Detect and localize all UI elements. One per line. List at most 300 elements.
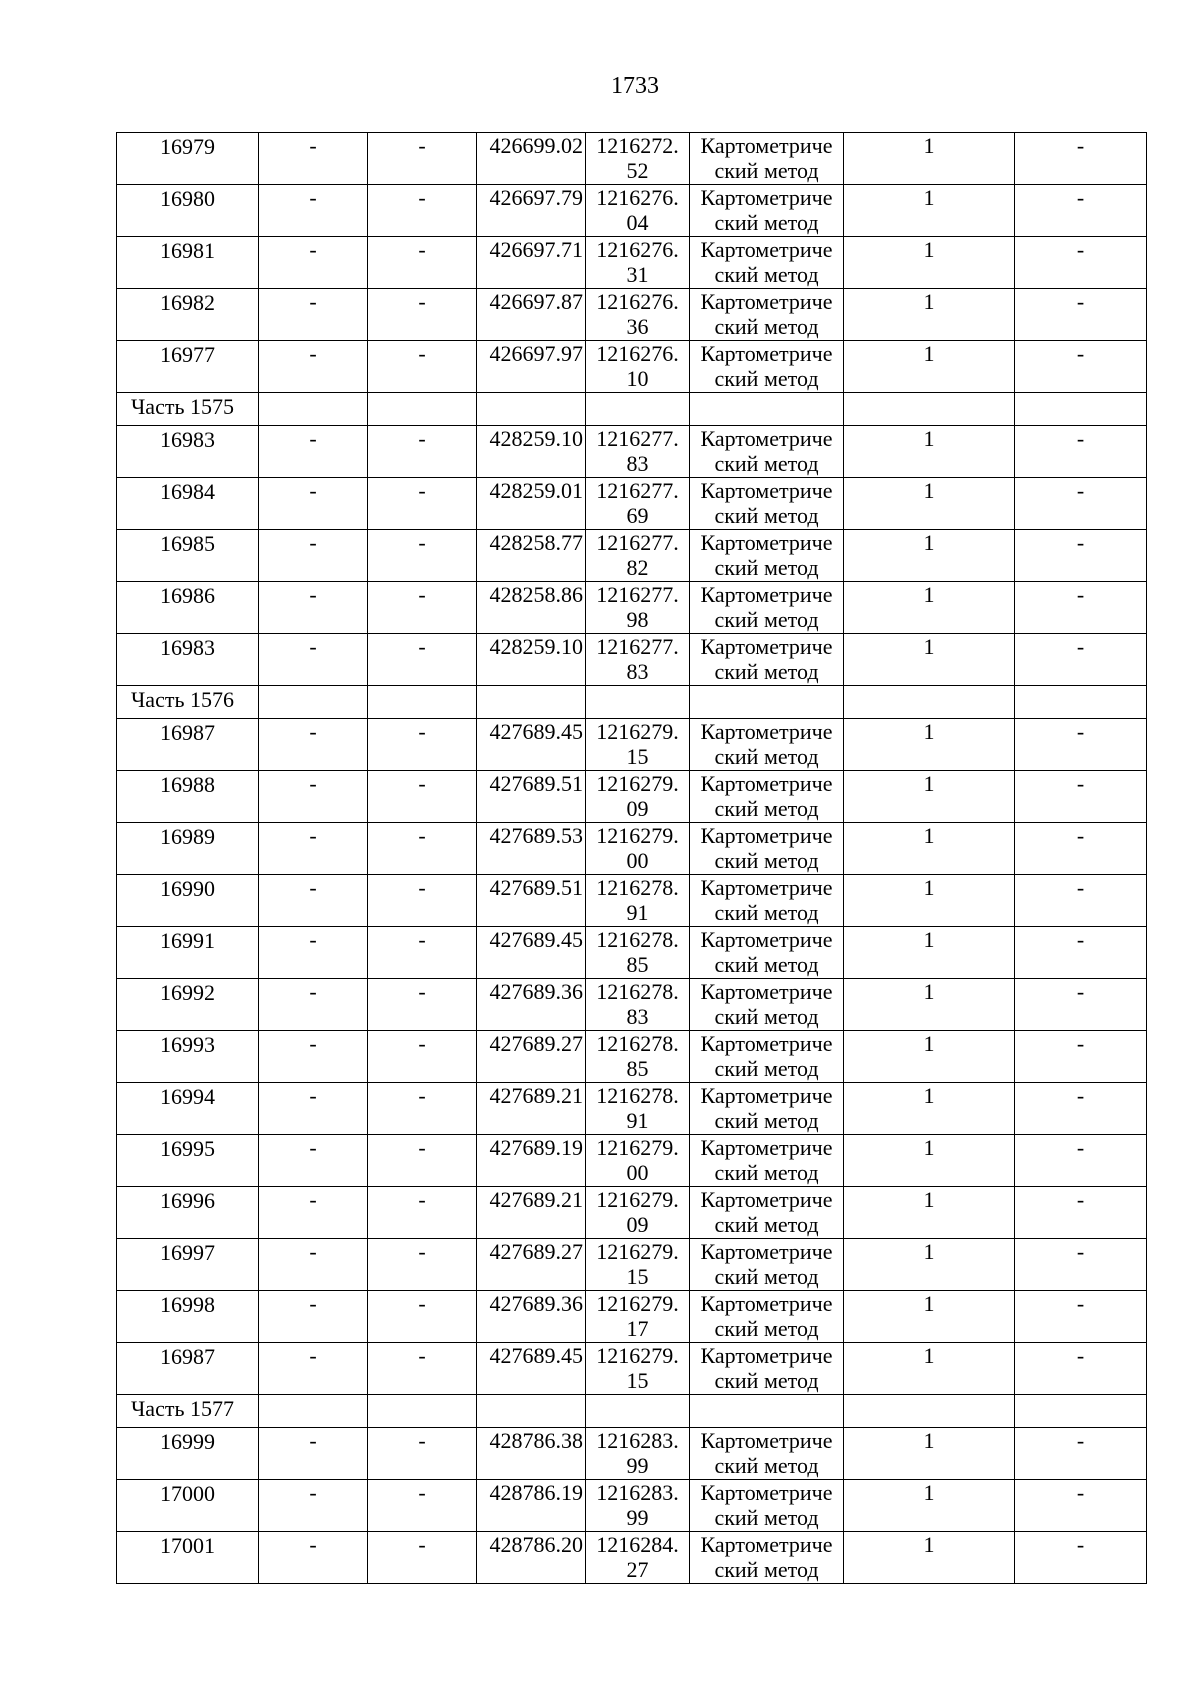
y-coordinate-line1: 1216272. — [596, 133, 679, 158]
y-coordinate-line1: 1216277. — [596, 530, 679, 555]
x-coordinate-cell: 427689.27 — [477, 1239, 586, 1291]
empty-cell — [844, 1395, 1015, 1428]
empty-cell — [368, 393, 477, 426]
dash-cell: - — [1015, 185, 1147, 237]
x-coordinate-cell: 427689.21 — [477, 1083, 586, 1135]
dash-cell: - — [259, 1428, 368, 1480]
dash-cell: - — [259, 530, 368, 582]
dash-cell: - — [368, 1031, 477, 1083]
y-coordinate-line1: 1216277. — [596, 582, 679, 607]
method-line2: ский метод — [714, 262, 819, 287]
y-coordinate-line2: 31 — [626, 262, 649, 287]
empty-cell — [477, 686, 586, 719]
table-row — [117, 1239, 1147, 1291]
y-coordinate-line1: 1216278. — [596, 1083, 679, 1108]
method-line1: Картометриче — [700, 1343, 833, 1368]
table-row — [117, 1031, 1147, 1083]
dash-cell: - — [259, 289, 368, 341]
method-line1: Картометриче — [700, 979, 833, 1004]
method-cell — [690, 530, 844, 582]
dash-cell: - — [368, 237, 477, 289]
accuracy-cell: 1 — [844, 1135, 1015, 1187]
table-row — [117, 979, 1147, 1031]
accuracy-cell: 1 — [844, 1291, 1015, 1343]
coordinates-table — [116, 132, 1147, 1584]
y-coordinate-cell — [586, 634, 690, 686]
dash-cell: - — [259, 237, 368, 289]
empty-cell — [844, 686, 1015, 719]
dash-cell: - — [1015, 1135, 1147, 1187]
dash-cell: - — [368, 1083, 477, 1135]
accuracy-cell: 1 — [844, 927, 1015, 979]
y-coordinate-line2: 91 — [626, 900, 649, 925]
point-number-cell: 16981 — [117, 237, 259, 289]
method-cell — [690, 133, 844, 185]
method-cell — [690, 341, 844, 393]
method-line2: ский метод — [714, 451, 819, 476]
point-number-cell: 16995 — [117, 1135, 259, 1187]
y-coordinate-line2: 85 — [626, 1056, 649, 1081]
y-coordinate-line1: 1216279. — [596, 771, 679, 796]
dash-cell: - — [259, 1343, 368, 1395]
y-coordinate-line2: 99 — [626, 1505, 649, 1530]
method-cell — [690, 823, 844, 875]
y-coordinate-line2: 82 — [626, 555, 649, 580]
accuracy-cell: 1 — [844, 426, 1015, 478]
y-coordinate-cell — [586, 1343, 690, 1395]
dash-cell: - — [1015, 1480, 1147, 1532]
accuracy-cell: 1 — [844, 237, 1015, 289]
y-coordinate-cell — [586, 582, 690, 634]
method-line1: Картометриче — [700, 341, 833, 366]
dash-cell: - — [368, 185, 477, 237]
accuracy-cell: 1 — [844, 634, 1015, 686]
dash-cell: - — [1015, 823, 1147, 875]
point-number-cell: 17000 — [117, 1480, 259, 1532]
empty-cell — [259, 393, 368, 426]
dash-cell: - — [368, 1135, 477, 1187]
dash-cell: - — [259, 1135, 368, 1187]
method-cell — [690, 289, 844, 341]
x-coordinate-cell: 428259.01 — [477, 478, 586, 530]
accuracy-cell: 1 — [844, 1428, 1015, 1480]
dash-cell: - — [368, 1187, 477, 1239]
point-number-cell: 16994 — [117, 1083, 259, 1135]
method-cell — [690, 426, 844, 478]
method-line1: Картометриче — [700, 582, 833, 607]
x-coordinate-cell: 427689.21 — [477, 1187, 586, 1239]
y-coordinate-line1: 1216278. — [596, 979, 679, 1004]
table-row — [117, 1291, 1147, 1343]
point-number-cell: 16999 — [117, 1428, 259, 1480]
dash-cell: - — [259, 771, 368, 823]
empty-cell — [1015, 1395, 1147, 1428]
method-line1: Картометриче — [700, 289, 833, 314]
dash-cell: - — [1015, 1083, 1147, 1135]
dash-cell: - — [259, 634, 368, 686]
dash-cell: - — [259, 1532, 368, 1584]
point-number-cell: 16996 — [117, 1187, 259, 1239]
dash-cell: - — [1015, 582, 1147, 634]
table-row — [117, 1480, 1147, 1532]
dash-cell: - — [259, 979, 368, 1031]
y-coordinate-cell — [586, 289, 690, 341]
dash-cell: - — [368, 1480, 477, 1532]
point-number-cell: 16988 — [117, 771, 259, 823]
dash-cell: - — [259, 927, 368, 979]
accuracy-cell: 1 — [844, 185, 1015, 237]
table-row — [117, 478, 1147, 530]
y-coordinate-line1: 1216284. — [596, 1532, 679, 1557]
method-line2: ский метод — [714, 1212, 819, 1237]
y-coordinate-line1: 1216276. — [596, 185, 679, 210]
part-header-row — [117, 1395, 1147, 1428]
x-coordinate-cell: 427689.45 — [477, 1343, 586, 1395]
empty-cell — [368, 686, 477, 719]
y-coordinate-cell — [586, 1532, 690, 1584]
table-row — [117, 1187, 1147, 1239]
y-coordinate-line1: 1216278. — [596, 1031, 679, 1056]
dash-cell: - — [1015, 426, 1147, 478]
page-number: 1733 — [611, 73, 659, 99]
dash-cell: - — [259, 582, 368, 634]
method-line1: Картометриче — [700, 1031, 833, 1056]
y-coordinate-cell — [586, 1291, 690, 1343]
dash-cell: - — [259, 1239, 368, 1291]
x-coordinate-cell: 427689.27 — [477, 1031, 586, 1083]
table-body — [117, 133, 1147, 1584]
dash-cell: - — [368, 1428, 477, 1480]
accuracy-cell: 1 — [844, 1031, 1015, 1083]
x-coordinate-cell: 426699.02 — [477, 133, 586, 185]
table-row — [117, 634, 1147, 686]
accuracy-cell: 1 — [844, 875, 1015, 927]
empty-cell — [477, 393, 586, 426]
method-line2: ский метод — [714, 1316, 819, 1341]
point-number-cell: 16992 — [117, 979, 259, 1031]
dash-cell: - — [259, 719, 368, 771]
point-number-cell: 16982 — [117, 289, 259, 341]
dash-cell: - — [368, 1291, 477, 1343]
method-cell — [690, 1135, 844, 1187]
x-coordinate-cell: 428258.86 — [477, 582, 586, 634]
method-line2: ский метод — [714, 503, 819, 528]
dash-cell: - — [1015, 478, 1147, 530]
dash-cell: - — [259, 875, 368, 927]
method-cell — [690, 1343, 844, 1395]
table-row — [117, 1532, 1147, 1584]
dash-cell: - — [368, 979, 477, 1031]
method-line2: ский метод — [714, 952, 819, 977]
method-line2: ский метод — [714, 848, 819, 873]
table-row — [117, 771, 1147, 823]
method-line1: Картометриче — [700, 1239, 833, 1264]
y-coordinate-line1: 1216276. — [596, 289, 679, 314]
dash-cell: - — [1015, 1343, 1147, 1395]
y-coordinate-line1: 1216283. — [596, 1480, 679, 1505]
method-line2: ский метод — [714, 1453, 819, 1478]
y-coordinate-cell — [586, 719, 690, 771]
method-line1: Картометриче — [700, 1187, 833, 1212]
accuracy-cell: 1 — [844, 289, 1015, 341]
method-line2: ский метод — [714, 1557, 819, 1582]
accuracy-cell: 1 — [844, 771, 1015, 823]
table-row — [117, 185, 1147, 237]
y-coordinate-line2: 83 — [626, 1004, 649, 1029]
y-coordinate-line1: 1216276. — [596, 237, 679, 262]
table-row — [117, 133, 1147, 185]
dash-cell: - — [368, 927, 477, 979]
accuracy-cell: 1 — [844, 478, 1015, 530]
y-coordinate-line2: 69 — [626, 503, 649, 528]
accuracy-cell: 1 — [844, 1480, 1015, 1532]
point-number-cell: 16990 — [117, 875, 259, 927]
accuracy-cell: 1 — [844, 979, 1015, 1031]
table-row — [117, 426, 1147, 478]
method-cell — [690, 237, 844, 289]
dash-cell: - — [368, 1239, 477, 1291]
method-line2: ский метод — [714, 1108, 819, 1133]
y-coordinate-line2: 00 — [626, 848, 649, 873]
method-cell — [690, 1428, 844, 1480]
y-coordinate-line2: 15 — [626, 1368, 649, 1393]
accuracy-cell: 1 — [844, 582, 1015, 634]
dash-cell: - — [259, 133, 368, 185]
method-cell — [690, 1083, 844, 1135]
method-line1: Картометриче — [700, 634, 833, 659]
table-row — [117, 823, 1147, 875]
dash-cell: - — [368, 875, 477, 927]
y-coordinate-cell — [586, 1135, 690, 1187]
dash-cell: - — [1015, 979, 1147, 1031]
method-line2: ский метод — [714, 1160, 819, 1185]
method-line2: ский метод — [714, 158, 819, 183]
point-number-cell: 16998 — [117, 1291, 259, 1343]
method-line2: ский метод — [714, 1004, 819, 1029]
method-line2: ский метод — [714, 1505, 819, 1530]
empty-cell — [368, 1395, 477, 1428]
point-number-cell: 16987 — [117, 1343, 259, 1395]
dash-cell: - — [1015, 1187, 1147, 1239]
table-row — [117, 289, 1147, 341]
y-coordinate-line2: 91 — [626, 1108, 649, 1133]
method-line1: Картометриче — [700, 1428, 833, 1453]
dash-cell: - — [259, 341, 368, 393]
y-coordinate-line2: 83 — [626, 451, 649, 476]
dash-cell: - — [1015, 875, 1147, 927]
method-line2: ский метод — [714, 366, 819, 391]
dash-cell: - — [1015, 1239, 1147, 1291]
table-row — [117, 237, 1147, 289]
table-row — [117, 1343, 1147, 1395]
y-coordinate-line2: 36 — [626, 314, 649, 339]
y-coordinate-line2: 04 — [626, 210, 649, 235]
method-line1: Картометриче — [700, 530, 833, 555]
point-number-cell: 16977 — [117, 341, 259, 393]
accuracy-cell: 1 — [844, 341, 1015, 393]
y-coordinate-line1: 1216279. — [596, 1291, 679, 1316]
y-coordinate-cell — [586, 237, 690, 289]
method-line1: Картометриче — [700, 875, 833, 900]
method-line2: ский метод — [714, 555, 819, 580]
accuracy-cell: 1 — [844, 1343, 1015, 1395]
dash-cell: - — [368, 133, 477, 185]
dash-cell: - — [259, 823, 368, 875]
part-label: Часть 1577 — [117, 1395, 259, 1428]
dash-cell: - — [1015, 719, 1147, 771]
y-coordinate-line1: 1216276. — [596, 341, 679, 366]
method-line2: ский метод — [714, 744, 819, 769]
dash-cell: - — [1015, 289, 1147, 341]
dash-cell: - — [368, 1343, 477, 1395]
y-coordinate-line2: 17 — [626, 1316, 649, 1341]
method-line2: ский метод — [714, 796, 819, 821]
method-line2: ский метод — [714, 314, 819, 339]
x-coordinate-cell: 427689.36 — [477, 979, 586, 1031]
dash-cell: - — [1015, 1291, 1147, 1343]
x-coordinate-cell: 428786.19 — [477, 1480, 586, 1532]
point-number-cell: 16991 — [117, 927, 259, 979]
point-number-cell: 16984 — [117, 478, 259, 530]
part-label: Часть 1576 — [117, 686, 259, 719]
method-cell — [690, 1239, 844, 1291]
method-line1: Картометриче — [700, 719, 833, 744]
empty-cell — [844, 393, 1015, 426]
x-coordinate-cell: 426697.79 — [477, 185, 586, 237]
x-coordinate-cell: 426697.87 — [477, 289, 586, 341]
dash-cell: - — [259, 1480, 368, 1532]
point-number-cell: 16993 — [117, 1031, 259, 1083]
dash-cell: - — [1015, 1532, 1147, 1584]
method-line1: Картометриче — [700, 1480, 833, 1505]
method-cell — [690, 1480, 844, 1532]
point-number-cell: 16983 — [117, 426, 259, 478]
y-coordinate-line2: 98 — [626, 607, 649, 632]
y-coordinate-cell — [586, 1239, 690, 1291]
x-coordinate-cell: 427689.53 — [477, 823, 586, 875]
y-coordinate-line2: 99 — [626, 1453, 649, 1478]
x-coordinate-cell: 428786.20 — [477, 1532, 586, 1584]
table-row — [117, 927, 1147, 979]
empty-cell — [586, 393, 690, 426]
dash-cell: - — [368, 478, 477, 530]
table-row — [117, 1135, 1147, 1187]
accuracy-cell: 1 — [844, 1083, 1015, 1135]
part-header-row — [117, 393, 1147, 426]
dash-cell: - — [1015, 341, 1147, 393]
method-line2: ский метод — [714, 607, 819, 632]
y-coordinate-cell — [586, 1031, 690, 1083]
empty-cell — [1015, 393, 1147, 426]
accuracy-cell: 1 — [844, 1532, 1015, 1584]
y-coordinate-line2: 83 — [626, 659, 649, 684]
empty-cell — [259, 1395, 368, 1428]
dash-cell: - — [368, 771, 477, 823]
y-coordinate-cell — [586, 1083, 690, 1135]
method-line1: Картометриче — [700, 133, 833, 158]
y-coordinate-cell — [586, 823, 690, 875]
dash-cell: - — [1015, 1031, 1147, 1083]
y-coordinate-cell — [586, 927, 690, 979]
y-coordinate-line1: 1216279. — [596, 1135, 679, 1160]
y-coordinate-cell — [586, 1187, 690, 1239]
y-coordinate-line1: 1216279. — [596, 1187, 679, 1212]
accuracy-cell: 1 — [844, 1239, 1015, 1291]
method-cell — [690, 1532, 844, 1584]
x-coordinate-cell: 427689.19 — [477, 1135, 586, 1187]
y-coordinate-line1: 1216277. — [596, 634, 679, 659]
dash-cell: - — [1015, 133, 1147, 185]
dash-cell: - — [259, 1291, 368, 1343]
dash-cell: - — [1015, 927, 1147, 979]
method-line2: ский метод — [714, 1264, 819, 1289]
method-cell — [690, 771, 844, 823]
method-line1: Картометриче — [700, 1291, 833, 1316]
empty-cell — [690, 1395, 844, 1428]
y-coordinate-line2: 09 — [626, 1212, 649, 1237]
empty-cell — [259, 686, 368, 719]
point-number-cell: 17001 — [117, 1532, 259, 1584]
method-line1: Картометриче — [700, 426, 833, 451]
dash-cell: - — [259, 1187, 368, 1239]
x-coordinate-cell: 427689.51 — [477, 875, 586, 927]
y-coordinate-line1: 1216277. — [596, 478, 679, 503]
method-line1: Картометриче — [700, 1083, 833, 1108]
method-line1: Картометриче — [700, 237, 833, 262]
dash-cell: - — [259, 1083, 368, 1135]
dash-cell: - — [368, 823, 477, 875]
point-number-cell: 16986 — [117, 582, 259, 634]
method-cell — [690, 185, 844, 237]
y-coordinate-cell — [586, 771, 690, 823]
accuracy-cell: 1 — [844, 719, 1015, 771]
table-row — [117, 1083, 1147, 1135]
method-cell — [690, 1031, 844, 1083]
y-coordinate-line2: 85 — [626, 952, 649, 977]
y-coordinate-line1: 1216279. — [596, 719, 679, 744]
method-line1: Картометриче — [700, 927, 833, 952]
table-row — [117, 341, 1147, 393]
method-cell — [690, 634, 844, 686]
accuracy-cell: 1 — [844, 133, 1015, 185]
dash-cell: - — [368, 530, 477, 582]
y-coordinate-line2: 10 — [626, 366, 649, 391]
y-coordinate-cell — [586, 478, 690, 530]
empty-cell — [690, 393, 844, 426]
method-line2: ский метод — [714, 1056, 819, 1081]
table-row — [117, 1428, 1147, 1480]
table-row — [117, 875, 1147, 927]
dash-cell: - — [368, 634, 477, 686]
dash-cell: - — [368, 719, 477, 771]
y-coordinate-cell — [586, 530, 690, 582]
y-coordinate-line1: 1216279. — [596, 1343, 679, 1368]
dash-cell: - — [1015, 1428, 1147, 1480]
method-line1: Картометриче — [700, 478, 833, 503]
accuracy-cell: 1 — [844, 823, 1015, 875]
method-cell — [690, 1291, 844, 1343]
y-coordinate-cell — [586, 1428, 690, 1480]
method-cell — [690, 719, 844, 771]
y-coordinate-line1: 1216277. — [596, 426, 679, 451]
x-coordinate-cell: 426697.97 — [477, 341, 586, 393]
dash-cell: - — [259, 478, 368, 530]
x-coordinate-cell: 428258.77 — [477, 530, 586, 582]
y-coordinate-line1: 1216279. — [596, 1239, 679, 1264]
method-line2: ский метод — [714, 659, 819, 684]
point-number-cell: 16987 — [117, 719, 259, 771]
dash-cell: - — [259, 426, 368, 478]
